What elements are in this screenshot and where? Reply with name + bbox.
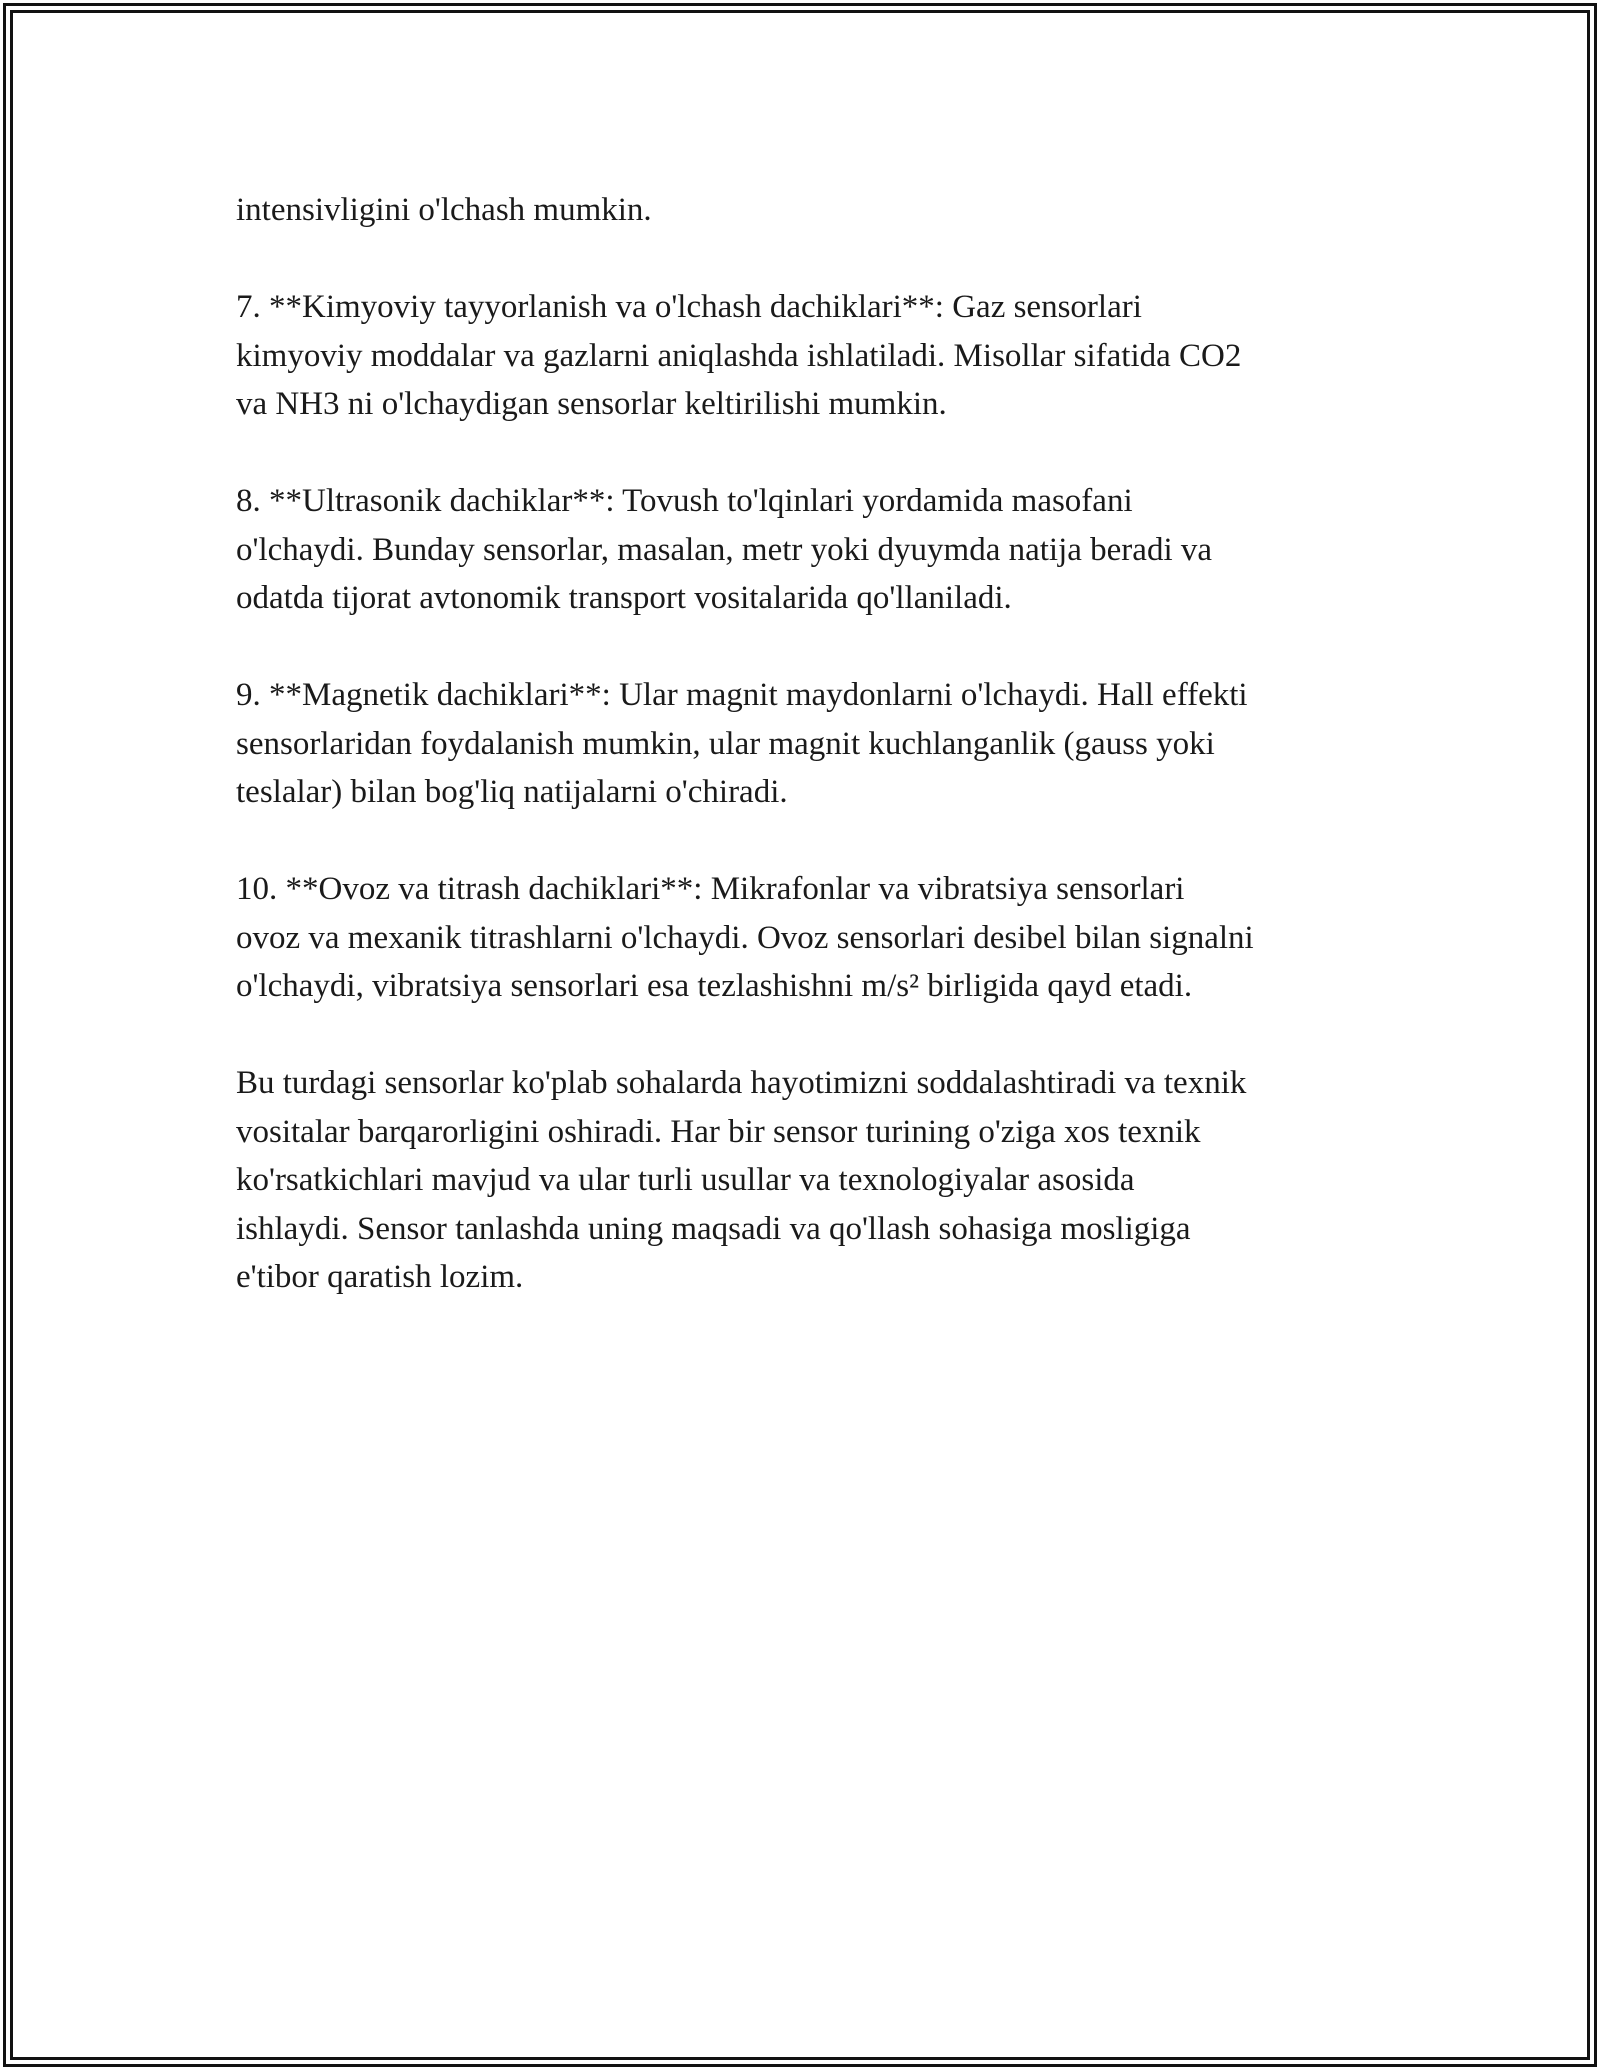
document-body <box>236 186 1386 1302</box>
paragraph-item-9-magnetic-sensors: 9. **Magnetik dachiklari**: Ular magnit maydonlarni o'lchaydi. Hall effekti sensorlaridan foydalanish mumkin, ular magnit kuchlanganlik (gauss yoki teslalar) bilan bog'liq natijalarni o'chiradi. <box>236 677 1248 810</box>
paragraph-item-7-chemical-sensors: 7. **Kimyoviy tayyorlanish va o'lchash dachiklari**: Gaz sensorlari kimyoviy moddalar va gazlarni aniqlashda ishlatiladi. Misollar sifatida CO2 va NH3 ni o'lchaydigan sensorlar keltirilishi mumkin. <box>236 289 1242 422</box>
paragraph-item-8-ultrasonic-sensors: 8. **Ultrasonik dachiklar**: Tovush to'lqinlari yordamida masofani o'lchaydi. Bunday sensorlar, masalan, metr yoki dyuymda natija beradi va odatda tijorat avtonomik transport vositalarida qo'llaniladi. <box>236 483 1213 616</box>
paragraph-item-10-sound-vibration-sensors: 10. **Ovoz va titrash dachiklari**: Mikrafonlar va vibratsiya sensorlari ovoz va mexanik titrashlarni o'lchaydi. Ovoz sensorlari desibel bilan signalni o'lchaydi, vibratsiya sensorlari esa tezlashishni m/s² birligida qayd etadi. <box>236 871 1254 1004</box>
paragraph-continuation: intensivligini o'lchash mumkin. <box>236 192 652 228</box>
paragraph-conclusion: Bu turdagi sensorlar ko'plab sohalarda hayotimizni soddalashtiradi va texnik vositalar barqarorligini oshiradi. Har bir sensor turining o'ziga xos texnik ko'rsatkichlari mavjud va ular turli usullar va texnologiyalar asosida ishlaydi. Sensor tanlashda uning maqsadi va qo'llash sohasiga mosligiga e'tibor qaratish lozim. <box>236 1065 1247 1295</box>
